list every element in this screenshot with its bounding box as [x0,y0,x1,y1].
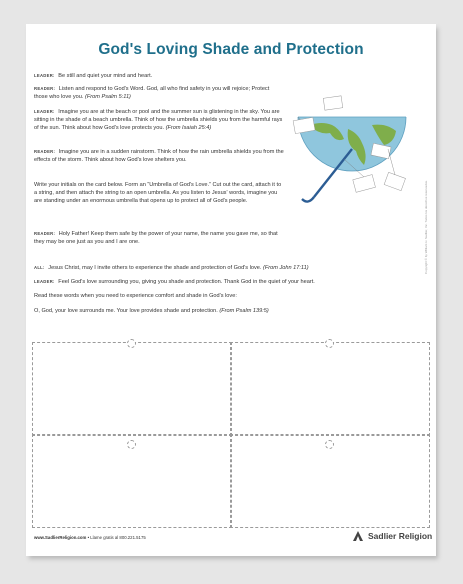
speaker-label: LEADER: [34,279,55,284]
paragraph-text: O, God, your love surrounds me. Your love provides shade and protection. [34,308,218,314]
brand-name: Sadlier Religion [368,531,433,541]
speaker-label: LEADER: [34,109,55,114]
scripture-reference: (From Psalm 139:5) [219,308,269,314]
paragraph-text: Read these words when you need to experience comfort and shade in God's love: [34,293,237,299]
cutout-card [32,342,232,436]
umbrella-globe-illustration [288,89,416,215]
paragraph-8 [34,278,430,286]
paragraph-2 [34,85,284,101]
footer-url: www.SadlierReligion.com [34,535,87,540]
paragraph-text: Imagine you are at the beach or pool and the summer sun is glistening in the sky. You are sitting in the shade of a beach umbrella. Think of how the umbrella shields you from the harmful rays of the sun. Think about how God's love protects you. [34,109,283,132]
scripture-reference: (From Psalm 5:11) [85,94,131,101]
worksheet-page [26,24,436,556]
page-title: God's Loving Shade and Protection [98,41,364,58]
string-hole [325,440,334,449]
paragraph-text: Holy Father! Keep them safe by the power of your name, the name you gave me, so that they may be one just as you and I are one. [34,231,278,246]
paragraph-5 [34,181,284,205]
string-hole [127,339,136,348]
cutout-card [230,434,430,528]
speaker-label: ALL: [34,265,45,270]
string-hole [127,440,136,449]
paragraph-text: Listen and respond to God's Word. God, all who find safety in you will rejoice; Protect those who love you. [34,86,270,101]
footer-phone: Llame gratis al 800.221.5175 [90,535,146,540]
footer-separator: • [87,535,90,540]
paragraph-text: Be still and quiet your mind and heart. [58,73,153,79]
paragraph-7 [34,264,430,272]
speaker-label: READER: [34,86,56,91]
cutout-card [230,342,430,436]
sadlier-logo-icon [351,529,365,543]
paragraph-text: Jesus Christ, may I invite others to experience the shade and protection of God's love. [48,265,262,271]
side-copyright: Copyright © by William H. Sadlier, Inc. Todos los derechos reservados. [424,180,428,274]
paragraph-text: Imagine you are in a sudden rainstorm. Think of how the rain umbrella shields you from the effects of the storm. Think about how God's love shelters you. [34,149,284,164]
initial-card [353,175,376,193]
paragraph-text: Write your initials on the card below. Form an “Umbrella of God's Love.” Cut out the card, attach it to a string, and then attach the string to an open umbrella. As you listen to Jesus' words, imagine you are standing under an enormous umbrella that opens up to protect all of God's people. [34,182,282,205]
scripture-reference: (From John 17:11) [262,265,309,271]
speaker-label: READER: [34,149,56,154]
footer-contact [34,535,146,540]
paragraph-4 [34,148,284,164]
paragraph-text: Feel God's love surrounding you, giving you shade and protection. Thank God in the quiet of your heart. [58,279,315,285]
scripture-reference: (From Isaiah 25:4) [165,125,212,132]
paragraph-9 [34,292,430,300]
initial-card [323,96,342,110]
paragraph-3 [34,108,284,132]
speaker-label: LEADER: [34,73,55,78]
cutout-cards-grid [32,342,428,526]
paragraph-1 [34,72,284,80]
string-hole [325,339,334,348]
cutout-card [32,434,232,528]
paragraph-10 [34,307,430,315]
speaker-label: READER: [34,231,56,236]
paragraph-6 [34,230,284,246]
